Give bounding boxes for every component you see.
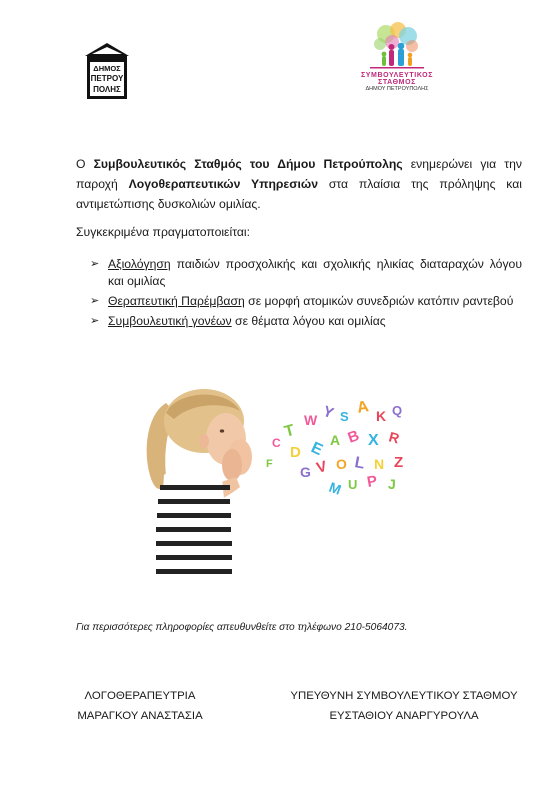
svg-text:R: R	[387, 428, 402, 447]
list-item	[90, 256, 522, 290]
svg-text:D: D	[290, 444, 301, 461]
svg-text:U: U	[348, 477, 358, 492]
intro-station-name: Συμβουλευτικός Σταθμός του Δήμου Πετρούπολης	[93, 157, 403, 171]
svg-text:L: L	[353, 454, 366, 473]
svg-text:O: O	[336, 456, 347, 472]
svg-text:G: G	[300, 464, 311, 480]
svg-text:ΠΟΛΗΣ: ΠΟΛΗΣ	[93, 85, 121, 94]
station-logo	[342, 22, 452, 98]
intro-text: ενημερώνει για την παροχή	[76, 157, 522, 191]
signature-right	[284, 686, 524, 726]
intro-text: Ο	[76, 157, 94, 171]
svg-text:M: M	[326, 478, 344, 498]
signature-name: ΜΑΡΑΓΚΟΥ ΑΝΑΣΤΑΣΙΑ	[77, 710, 203, 722]
svg-text:E: E	[308, 439, 326, 460]
svg-text:Q: Q	[392, 403, 403, 418]
service-description: παιδιών προσχολικής και σχολικής ηλικίας διαταραχών λόγου και ομιλίας	[108, 257, 522, 288]
signature-role: ΛΟΓΟΘΕΡΑΠΕΥΤΡΙΑ	[84, 690, 196, 702]
svg-text:J: J	[388, 476, 396, 492]
svg-text:Z: Z	[394, 454, 404, 471]
svg-text:N: N	[374, 456, 385, 472]
services-list	[90, 256, 522, 333]
family-tree-icon	[342, 22, 452, 72]
svg-text:T: T	[282, 421, 297, 441]
list-item	[90, 293, 522, 310]
girl-shouting-letters-image	[136, 385, 428, 587]
signature-left	[70, 686, 210, 726]
svg-text:Y: Y	[320, 402, 336, 423]
intro-text: στα πλαίσια της πρόληψης και αντιμετώπισης δυσκολιών ομιλίας.	[76, 177, 522, 211]
intro-paragraph	[76, 154, 522, 214]
municipality-building-icon	[84, 42, 130, 100]
svg-text:F: F	[266, 458, 273, 470]
svg-text:ΠΕΤΡΟΥ: ΠΕΤΡΟΥ	[90, 74, 124, 83]
service-description: σε μορφή ατομικών συνεδριών κατόπιν ραντεβού	[244, 294, 514, 308]
intro-services: Λογοθεραπευτικών Υπηρεσιών	[128, 177, 319, 191]
svg-text:S: S	[340, 409, 349, 424]
station-municipality: ΔΗΜΟΥ ΠΕΤΡΟΥΠΟΛΗΣ	[365, 86, 429, 92]
svg-text:A: A	[355, 398, 371, 417]
station-name: ΣΥΜΒΟΥΛΕΥΤΙΚΟΣ ΣΤΑΘΜΟΣ	[360, 72, 434, 86]
svg-text:P: P	[365, 472, 379, 491]
arrow-bullet-icon: ➢	[90, 258, 100, 270]
svg-text:ΔΗΜΟΣ: ΔΗΜΟΣ	[93, 64, 121, 73]
svg-text:K: K	[376, 408, 387, 424]
arrow-bullet-icon: ➢	[90, 295, 100, 307]
service-description: σε θέματα λόγου και ομιλίας	[231, 314, 386, 328]
svg-text:V: V	[314, 457, 329, 477]
svg-text:A: A	[330, 432, 341, 448]
service-title: Συμβουλευτική γονέων	[108, 314, 232, 328]
arrow-bullet-icon: ➢	[90, 315, 100, 327]
contact-info: Για περισσότερες πληροφορίες απευθυνθείτε στο τηλέφωνο 210-5064073.	[76, 622, 408, 633]
municipality-logo	[84, 42, 130, 100]
svg-text:X: X	[368, 432, 379, 449]
list-item	[90, 313, 522, 330]
speaking-girl-illustration	[136, 385, 428, 587]
signature-name: ΕΥΣΤΑΘΙΟΥ ΑΝΑΡΓΥΡΟΥΛΑ	[329, 710, 479, 722]
lead-text: Συγκεκριμένα πραγματοποιείται:	[76, 225, 250, 239]
service-title: Αξιολόγηση	[108, 257, 171, 271]
service-title: Θεραπευτική Παρέμβαση	[108, 294, 245, 308]
svg-text:W: W	[304, 412, 318, 428]
svg-text:B: B	[345, 427, 362, 447]
svg-text:C: C	[272, 436, 281, 450]
signature-role: ΥΠΕΥΘΥΝΗ ΣΥΜΒΟΥΛΕΥΤΙΚΟΥ ΣΤΑΘΜΟΥ	[290, 690, 518, 702]
